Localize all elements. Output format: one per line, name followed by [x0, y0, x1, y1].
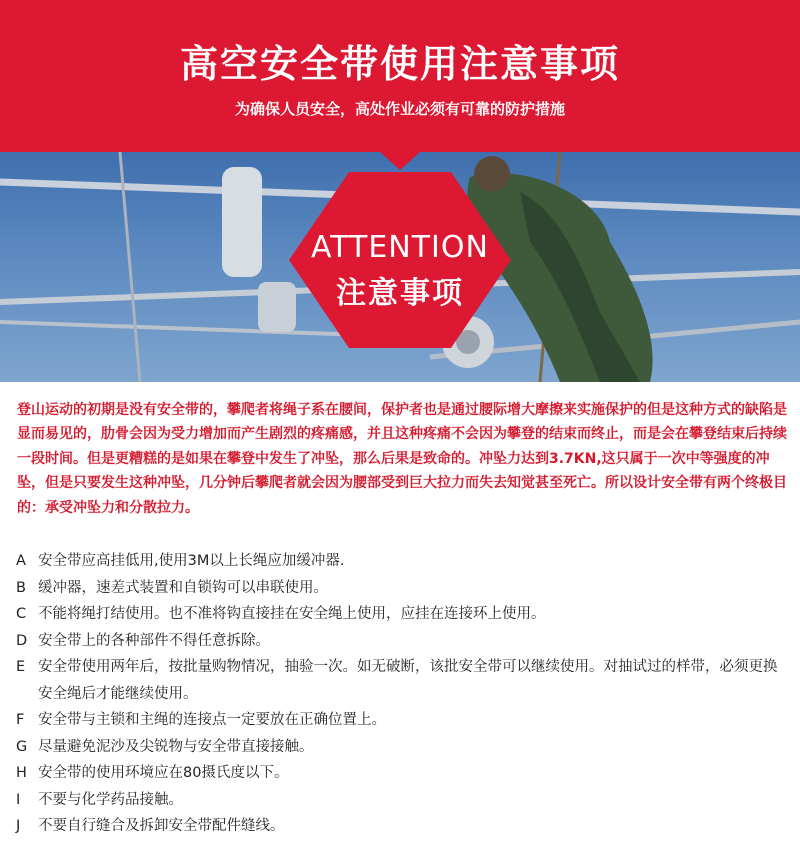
page-title: 高空安全带使用注意事项 [179, 42, 620, 86]
rule-item [16, 813, 786, 840]
header-banner [0, 0, 800, 152]
rule-letter: G [16, 738, 28, 755]
rule-text: 不要与化学药品接触。 [38, 791, 183, 808]
rule-letter: A [16, 553, 26, 569]
rule-text: 缓冲器，速差式装置和自锁钩可以串联使用。 [38, 579, 328, 596]
header-notch [380, 152, 420, 170]
rule-item [16, 575, 786, 602]
rule-item [16, 707, 786, 734]
rule-letter: F [16, 712, 25, 728]
rule-text: 不要自行缝合及拆卸安全带配件缝线。 [38, 818, 285, 834]
rule-text: 安全带与主锁和主绳的连接点一定要放在正确位置上。 [38, 712, 386, 728]
rule-letter: E [16, 659, 26, 675]
rule-text: 安全带上的各种部件不得任意拆除。 [38, 632, 270, 649]
rule-text: 安全带的使用环境应在80摄氏度以下。 [38, 765, 289, 781]
rules-list [16, 548, 786, 840]
rule-letter: J [16, 818, 21, 834]
intro-paragraph: 登山运动的初期是没有安全带的，攀爬者将绳子系在腰间，保护者也是通过腰际增大摩擦来实施保护的但是这种方式的缺陷是显而易见的，肋骨会因为受力增加而产生剧烈的疼痛感，并且这种疼痛不会因为攀登的结束而终止，而是会在攀登结束后持续一段时间。但是更糟糕的是如果在攀登中发生了冲坠，那么后果是致命的。冲坠力达到3.7KN,这只属于一次中等强度的冲坠，但是只要发生这种冲坠，几分钟后攀爬者就会因为腰部受到巨大拉力而失去知觉甚至死亡。所以设计安全带有两个终极目的：承受冲坠力和分散拉力。 [17, 402, 787, 516]
rule-letter: B [16, 579, 26, 596]
rule-item [16, 601, 786, 628]
rule-text: 安全带应高挂低用,使用3M以上长绳应加缓冲器. [38, 553, 345, 569]
badge-english-label: ATTENTION [311, 230, 489, 265]
rule-item [16, 628, 786, 655]
rule-text: 尽量避免泥沙及尖锐物与安全带直接接触。 [38, 738, 314, 755]
rule-letter: I [16, 791, 21, 808]
attention-badge [289, 172, 511, 348]
rule-letter: H [16, 765, 27, 781]
badge-chinese-label: 注意事项 [336, 276, 464, 311]
rule-text: 安全带使用两年后，按批量购物情况，抽验一次。如无破断，该批安全带可以继续使用。对抽试过的样带，必须更换安全绳后才能继续使用。 [38, 659, 778, 702]
rule-item [16, 654, 786, 707]
page-subtitle: 为确保人员安全，高处作业必须有可靠的防护措施 [234, 100, 565, 118]
rule-text: 不能将绳打结使用。也不准将钩直接挂在安全绳上使用，应挂在连接环上使用。 [38, 606, 546, 622]
rule-letter: C [16, 606, 27, 622]
rule-item [16, 734, 786, 761]
rule-item [16, 548, 786, 575]
rule-item [16, 760, 786, 787]
rule-item [16, 787, 786, 814]
rule-letter: D [16, 632, 28, 649]
